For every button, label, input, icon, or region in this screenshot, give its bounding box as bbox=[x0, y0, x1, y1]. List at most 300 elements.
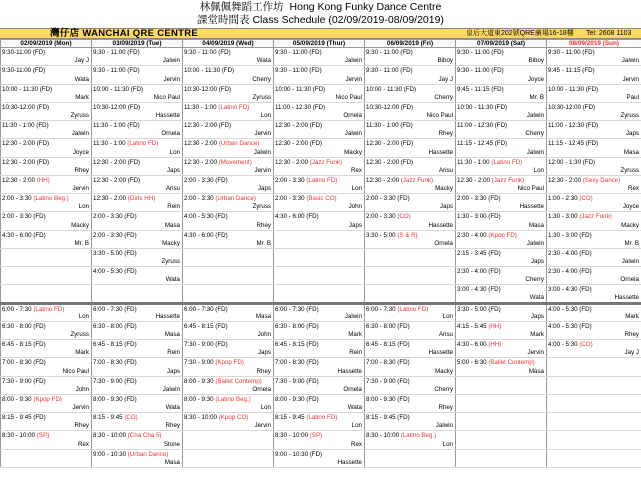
teacher-name: Lon bbox=[78, 203, 89, 211]
teacher-name: Cherry bbox=[525, 276, 544, 284]
class-cell bbox=[274, 121, 365, 139]
class-time: 5:00 - 6:30 bbox=[457, 359, 489, 367]
class-cell bbox=[274, 212, 365, 230]
day-header: 04/09/2019 (Wed) bbox=[183, 40, 274, 48]
class-title bbox=[548, 250, 592, 257]
teacher-name: Lon bbox=[442, 440, 453, 448]
teacher-name: Cherry bbox=[252, 75, 271, 83]
class-title bbox=[548, 104, 595, 111]
class-title bbox=[275, 378, 319, 385]
class-title bbox=[184, 86, 231, 93]
teacher-name: Lon bbox=[260, 404, 271, 411]
class-cell bbox=[92, 248, 183, 266]
class-title bbox=[184, 159, 252, 166]
teacher-name: Zyruss bbox=[70, 112, 89, 119]
class-cell bbox=[183, 48, 274, 66]
class-title bbox=[366, 86, 416, 93]
class-time: 12:30 - 2:00 (FD) bbox=[184, 122, 232, 129]
class-cell bbox=[365, 194, 456, 212]
class-time: 12:00 - 1:30 (FD) bbox=[548, 158, 596, 166]
class-time: 12:30 - 2:00 bbox=[548, 176, 583, 184]
class-title bbox=[93, 140, 158, 147]
class-title bbox=[457, 195, 501, 202]
teacher-name: Mr. B bbox=[624, 239, 639, 247]
class-time: 8:00 - 9:30 bbox=[184, 377, 216, 385]
class-title bbox=[93, 122, 140, 129]
class-cell bbox=[274, 102, 365, 120]
teacher-name: Macky bbox=[435, 367, 453, 375]
teacher-name: Nico Paul bbox=[335, 93, 362, 101]
class-style: (Kpop CO) bbox=[218, 414, 249, 421]
class-time: 2:30 - 4:00 (FD) bbox=[548, 249, 592, 257]
class-cell bbox=[92, 431, 183, 449]
teacher-name: Stone bbox=[163, 440, 180, 448]
class-title bbox=[275, 359, 319, 366]
class-time: 12:30 - 2:00 bbox=[93, 195, 128, 202]
class-time: 9:00 - 10:30 bbox=[93, 450, 128, 458]
class-cell bbox=[365, 84, 456, 102]
telephone-text: Tel: 2608 1103 bbox=[586, 30, 632, 37]
teacher-name: Rein bbox=[167, 203, 180, 211]
class-cell bbox=[274, 394, 365, 412]
class-title bbox=[275, 177, 337, 184]
class-title bbox=[366, 432, 436, 439]
class-cell bbox=[365, 303, 456, 321]
class-cell bbox=[1, 285, 92, 303]
class-style: (Jazz Funk) bbox=[400, 176, 434, 184]
class-cell bbox=[183, 139, 274, 157]
class-cell bbox=[547, 175, 641, 193]
class-cell bbox=[456, 84, 547, 102]
class-title bbox=[366, 67, 413, 74]
class-time: 12:30 - 2:00 bbox=[2, 176, 37, 184]
class-cell bbox=[1, 358, 92, 376]
class-cell bbox=[547, 358, 641, 376]
class-style: (Jazz Funk) bbox=[309, 158, 343, 166]
class-cell bbox=[1, 431, 92, 449]
class-title bbox=[93, 104, 140, 111]
teacher-name: Masa bbox=[164, 331, 180, 338]
class-cell bbox=[92, 230, 183, 248]
class-time: 2:00 - 3:30 (FD) bbox=[366, 195, 410, 202]
class-cell bbox=[456, 394, 547, 412]
class-title bbox=[457, 323, 501, 330]
class-time: 2:00 - 3:30 bbox=[366, 213, 398, 221]
class-title bbox=[2, 195, 69, 202]
class-time: 6:00 - 7:30 (FD) bbox=[275, 305, 319, 313]
teacher-name: Hassette bbox=[428, 148, 453, 156]
teacher-name: Paul bbox=[626, 93, 639, 101]
class-style: (Jazz Funk) bbox=[491, 176, 525, 184]
teacher-name: Zyruss bbox=[620, 166, 639, 174]
class-time: 11:00 - 12:30 (FD) bbox=[548, 122, 599, 129]
class-style: (SP) bbox=[309, 432, 323, 440]
teacher-name: Rhey bbox=[256, 221, 271, 229]
class-title bbox=[184, 195, 256, 202]
class-title bbox=[366, 140, 413, 147]
class-style: (Latino Beg.) bbox=[400, 432, 437, 440]
class-title bbox=[366, 359, 410, 366]
class-time: 8:15 - 9:45 (FD) bbox=[2, 414, 46, 421]
class-style: (Latino FD) bbox=[33, 305, 65, 313]
class-time: 3:30 - 5:00 (FD) bbox=[457, 305, 501, 313]
branch-name: 灣仔店 WANCHAI QRE CENTRE bbox=[50, 28, 199, 39]
class-time: 2:15 - 3:45 (FD) bbox=[457, 249, 501, 257]
table-row bbox=[1, 267, 641, 285]
teacher-name: John bbox=[75, 385, 89, 393]
teacher-name: Masa bbox=[164, 221, 180, 229]
class-title bbox=[184, 306, 228, 313]
class-cell bbox=[365, 48, 456, 66]
class-title bbox=[2, 177, 50, 184]
class-style: (Basic CO) bbox=[306, 195, 337, 202]
class-time: 12:30 - 2:00 bbox=[184, 140, 219, 148]
class-title bbox=[184, 396, 251, 403]
class-title bbox=[548, 232, 592, 239]
class-title bbox=[2, 140, 49, 147]
class-cell bbox=[1, 84, 92, 102]
class-time: 12:30 - 2:00 (FD) bbox=[366, 158, 414, 166]
teacher-name: John bbox=[257, 331, 271, 338]
class-time: 11:30 - 1:00 (FD) bbox=[366, 122, 413, 129]
class-title bbox=[2, 323, 46, 330]
class-style: (Ballet Contemp) bbox=[488, 359, 535, 367]
teacher-name: Zyruss bbox=[70, 331, 89, 338]
class-style: (Latino FD) bbox=[127, 140, 159, 148]
teacher-name: Hassette bbox=[428, 349, 453, 357]
class-title bbox=[366, 213, 411, 220]
teacher-name: Zyruss bbox=[620, 112, 639, 119]
class-time: 11:30 - 1:00 bbox=[457, 158, 492, 166]
class-time: 7:00 - 8:30 (FD) bbox=[275, 359, 319, 367]
class-time: 12:30 - 2:00 bbox=[366, 176, 401, 184]
class-cell bbox=[547, 66, 641, 84]
class-cell bbox=[92, 285, 183, 303]
class-cell bbox=[365, 175, 456, 193]
class-title bbox=[366, 177, 433, 184]
teacher-name: Jalwin bbox=[526, 239, 544, 247]
class-cell bbox=[92, 376, 183, 394]
class-cell bbox=[183, 230, 274, 248]
teacher-name: Rhey bbox=[624, 331, 639, 338]
class-time: 12:30 - 2:00 (FD) bbox=[93, 158, 141, 166]
teacher-name: Mark bbox=[75, 93, 89, 101]
class-cell bbox=[547, 376, 641, 394]
class-cell bbox=[547, 321, 641, 339]
class-cell bbox=[92, 413, 183, 431]
class-cell bbox=[547, 303, 641, 321]
teacher-name: Lon bbox=[351, 185, 362, 192]
teacher-name: Ornela bbox=[620, 276, 639, 284]
class-cell bbox=[365, 139, 456, 157]
class-cell bbox=[456, 413, 547, 431]
teacher-name: Ornela bbox=[343, 112, 362, 119]
teacher-name: Joyce bbox=[622, 203, 639, 211]
class-title bbox=[457, 122, 507, 129]
teacher-name: Japs bbox=[257, 349, 271, 357]
class-time: 10:30-12:00 (FD) bbox=[184, 85, 232, 93]
teacher-name: Hassette bbox=[337, 367, 362, 375]
class-title bbox=[93, 396, 137, 403]
teacher-name: Macky bbox=[621, 221, 639, 229]
schedule-table bbox=[0, 39, 641, 468]
class-cell bbox=[547, 84, 641, 102]
class-cell bbox=[274, 358, 365, 376]
class-title bbox=[93, 49, 140, 56]
class-title bbox=[93, 67, 140, 74]
class-title bbox=[275, 306, 319, 313]
table-row bbox=[1, 66, 641, 84]
class-time: 12:30 - 2:00 (FD) bbox=[275, 122, 323, 129]
class-title bbox=[457, 250, 501, 257]
class-time: 2:00 - 3:30 (FD) bbox=[93, 231, 137, 239]
class-title bbox=[275, 414, 337, 421]
teacher-name: Wata bbox=[256, 57, 271, 65]
teacher-name: Rhey bbox=[256, 367, 271, 375]
class-time: 11:30 - 1:00 (FD) bbox=[2, 122, 49, 129]
teacher-name: Rex bbox=[350, 440, 362, 448]
teacher-name: Hassette bbox=[519, 203, 544, 211]
class-title bbox=[457, 341, 501, 348]
class-cell bbox=[274, 48, 365, 66]
class-title bbox=[275, 195, 337, 202]
class-title bbox=[2, 104, 49, 111]
class-time: 3:00 - 4:30 (FD) bbox=[548, 286, 592, 294]
class-title bbox=[548, 86, 598, 93]
teacher-name: Japs bbox=[439, 203, 453, 211]
teacher-name: Rhey bbox=[74, 422, 89, 430]
class-title bbox=[366, 104, 413, 111]
class-cell bbox=[1, 321, 92, 339]
teacher-name: Jalwin bbox=[344, 57, 362, 65]
class-time: 9:30 - 11:00 (FD) bbox=[275, 67, 322, 75]
class-cell bbox=[365, 212, 456, 230]
class-title bbox=[366, 49, 413, 56]
class-cell bbox=[456, 194, 547, 212]
class-title bbox=[184, 378, 262, 385]
class-cell bbox=[456, 66, 547, 84]
class-title bbox=[275, 323, 319, 330]
class-time: 10:00 - 11:30 (FD) bbox=[2, 85, 53, 93]
class-title bbox=[275, 451, 322, 458]
class-time: 9:30 - 11:00 (FD) bbox=[457, 49, 504, 56]
class-cell bbox=[1, 66, 92, 84]
class-time: 1:30 - 3:00 (FD) bbox=[548, 231, 592, 239]
day-header-row bbox=[1, 40, 641, 48]
class-cell bbox=[547, 285, 641, 303]
teacher-name: Jervin bbox=[72, 404, 89, 411]
class-cell bbox=[547, 431, 641, 449]
teacher-name: Hassette bbox=[337, 458, 362, 466]
class-title bbox=[93, 213, 137, 220]
class-cell bbox=[274, 340, 365, 358]
class-title bbox=[275, 49, 322, 56]
class-style: (SP) bbox=[36, 432, 50, 440]
class-time: 6:00 - 7:30 (FD) bbox=[184, 305, 228, 313]
class-style: (Kpop FD) bbox=[488, 231, 517, 239]
class-title bbox=[2, 378, 46, 385]
class-cell bbox=[456, 321, 547, 339]
teacher-name: Jalwin bbox=[526, 148, 544, 156]
teacher-name: Jervin bbox=[527, 349, 544, 357]
class-title bbox=[548, 341, 593, 348]
branch-bar bbox=[0, 28, 370, 39]
page-header bbox=[0, 0, 641, 28]
class-time: 11:30 - 1:00 (FD) bbox=[93, 122, 140, 129]
class-time: 9:30 - 11:00 (FD) bbox=[457, 67, 504, 75]
class-time: 2:30 - 4:00 bbox=[457, 231, 489, 239]
class-time: 9:30-11:00 (FD) bbox=[2, 49, 46, 56]
class-cell bbox=[365, 248, 456, 266]
class-cell bbox=[183, 303, 274, 321]
class-title bbox=[548, 195, 593, 202]
teacher-name: Cherry bbox=[525, 130, 544, 138]
class-title bbox=[184, 323, 228, 330]
class-title bbox=[457, 86, 504, 93]
class-title bbox=[93, 268, 137, 275]
class-time: 9:30 - 11:00 (FD) bbox=[93, 67, 140, 75]
teacher-name: Macky bbox=[435, 185, 453, 192]
teacher-name: Nico Paul bbox=[153, 93, 180, 101]
class-title bbox=[457, 306, 501, 313]
class-title bbox=[275, 86, 325, 93]
class-cell bbox=[547, 413, 641, 431]
class-time: 7:00 - 8:30 (FD) bbox=[93, 359, 137, 367]
teacher-name: Mark bbox=[625, 312, 639, 320]
class-cell bbox=[183, 175, 274, 193]
class-time: 4:00 - 5:30 (FD) bbox=[548, 305, 592, 313]
class-time: 6:45 - 8:15 (FD) bbox=[2, 341, 46, 348]
class-cell bbox=[365, 358, 456, 376]
class-cell bbox=[456, 267, 547, 285]
class-cell bbox=[183, 321, 274, 339]
class-cell bbox=[456, 230, 547, 248]
class-cell bbox=[92, 449, 183, 467]
class-cell bbox=[1, 175, 92, 193]
class-title bbox=[366, 232, 418, 239]
class-time: 7:30 - 9:00 (FD) bbox=[93, 377, 137, 385]
teacher-name: Masa bbox=[528, 367, 544, 375]
class-cell bbox=[274, 413, 365, 431]
class-title bbox=[93, 86, 143, 93]
class-cell bbox=[456, 48, 547, 66]
class-time: 1:00 - 2:30 bbox=[548, 195, 580, 202]
class-time: 7:30 - 9:00 bbox=[184, 359, 216, 367]
class-time: 8:15 - 9:45 (FD) bbox=[366, 414, 410, 421]
class-time: 8:00 - 9:30 bbox=[2, 395, 34, 403]
teacher-name: Jervin bbox=[163, 75, 180, 83]
class-time: 1:30 - 3:00 bbox=[548, 213, 580, 221]
class-title bbox=[184, 122, 231, 129]
teacher-name: Jervin bbox=[254, 166, 271, 174]
class-title bbox=[93, 195, 155, 202]
class-title bbox=[184, 213, 228, 220]
teacher-name: Lon bbox=[169, 148, 180, 156]
class-title bbox=[184, 359, 244, 366]
class-time: 10:00 - 11:30 (FD) bbox=[457, 103, 508, 111]
title-chinese: 林佩佩舞蹈工作坊 bbox=[199, 1, 284, 13]
class-title bbox=[548, 122, 598, 129]
class-time: 8:30 - 10:00 bbox=[184, 414, 219, 421]
class-style: (CO) bbox=[397, 213, 411, 221]
class-cell bbox=[1, 121, 92, 139]
table-row bbox=[1, 449, 641, 467]
class-cell bbox=[274, 66, 365, 84]
class-time: 2:00 - 3:30 (FD) bbox=[93, 213, 137, 221]
class-cell bbox=[365, 449, 456, 467]
class-time: 3:00 - 4:30 (FD) bbox=[457, 286, 501, 294]
class-time: 4:00 - 5:30 (FD) bbox=[93, 268, 137, 275]
class-title bbox=[2, 306, 64, 313]
class-time: 6:45 - 8:15 (FD) bbox=[366, 341, 410, 348]
class-time: 6:45 - 8:15 (FD) bbox=[184, 322, 228, 330]
class-title bbox=[548, 177, 620, 184]
teacher-name: Wata bbox=[165, 276, 180, 284]
teacher-name: Joyce bbox=[72, 148, 89, 156]
class-title bbox=[457, 104, 507, 111]
teacher-name: Macky bbox=[71, 221, 89, 229]
teacher-name: Hassette bbox=[428, 221, 453, 229]
class-time: 9:30 - 11:00 (FD) bbox=[275, 49, 322, 56]
class-cell bbox=[456, 102, 547, 120]
teacher-name: Zyruss bbox=[252, 203, 271, 211]
class-time: 10:30-12:00 (FD) bbox=[366, 103, 414, 111]
class-cell bbox=[365, 394, 456, 412]
class-title bbox=[366, 122, 413, 129]
class-style: (Movement) bbox=[218, 158, 252, 166]
class-cell bbox=[547, 212, 641, 230]
class-time: 2:00 - 3:30 (FD) bbox=[2, 213, 46, 221]
class-time: 6:45 - 8:15 (FD) bbox=[275, 341, 319, 348]
class-title bbox=[184, 104, 249, 111]
class-time: 6:45 - 8:15 (FD) bbox=[93, 341, 137, 348]
class-time: 12:30 - 2:00 (FD) bbox=[93, 176, 141, 184]
class-cell bbox=[183, 84, 274, 102]
class-cell bbox=[183, 340, 274, 358]
teacher-name: Arisu bbox=[438, 331, 453, 338]
class-cell bbox=[547, 139, 641, 157]
class-title bbox=[548, 323, 592, 330]
teacher-name: Wata bbox=[165, 404, 180, 411]
class-title bbox=[366, 396, 410, 403]
teacher-name: Lon bbox=[533, 166, 544, 174]
class-time: 7:30 - 9:00 (FD) bbox=[366, 377, 410, 385]
day-header: 05/09/2019 (Thur) bbox=[274, 40, 365, 48]
class-cell bbox=[183, 431, 274, 449]
class-style: (Latino FD) bbox=[218, 103, 250, 111]
teacher-name: Rein bbox=[167, 349, 180, 357]
class-cell bbox=[365, 121, 456, 139]
teacher-name: Rhey bbox=[74, 166, 89, 174]
class-title bbox=[93, 378, 137, 385]
class-time: 8:00 - 9:30 (FD) bbox=[275, 395, 319, 403]
class-cell bbox=[1, 303, 92, 321]
class-time: 12:30 - 2:00 bbox=[184, 158, 219, 166]
class-title bbox=[275, 159, 342, 166]
teacher-name: Macky bbox=[162, 239, 180, 247]
class-title bbox=[2, 159, 49, 166]
table-row bbox=[1, 102, 641, 120]
class-cell bbox=[274, 376, 365, 394]
class-time: 6:30 - 8:00 (FD) bbox=[93, 322, 137, 330]
class-cell bbox=[92, 175, 183, 193]
class-time: 9:30 - 11:00 (FD) bbox=[366, 49, 413, 56]
class-time: 10:00 - 11:30 (FD) bbox=[548, 85, 599, 93]
class-cell bbox=[365, 376, 456, 394]
class-cell bbox=[456, 431, 547, 449]
teacher-name: Zyruss bbox=[252, 93, 271, 101]
teacher-name: Zyruss bbox=[161, 258, 180, 265]
